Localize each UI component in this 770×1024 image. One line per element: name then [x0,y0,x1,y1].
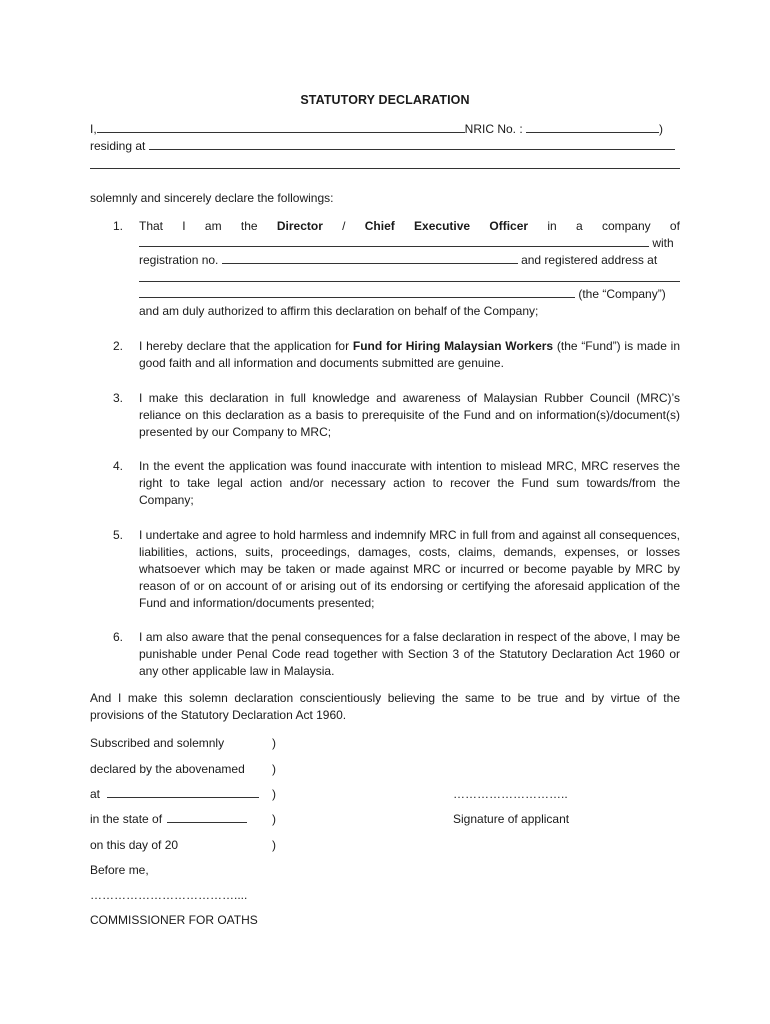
residing-label: residing at [90,139,146,153]
company-address-field-2[interactable] [139,286,575,298]
paren: ) [272,787,276,801]
item-4: In the event the application was found inaccurate with intention to mislead MRC, MRC reserves the right to take legal action and/or necessary action to recover the Fund sum towards/from the Company; [139,459,680,507]
item-1-line-4 [139,269,680,286]
word-director: Director [276,219,323,233]
place-field[interactable] [107,786,259,798]
item-6: I am also aware that the penal consequences for a false declaration in respect of the above, I may be punishable under Penal Code read together with Section 3 of the Statutory Declaration Act 1960 or any other applicable law in Malaysia. [139,630,680,678]
item-1-line-3 [139,252,680,269]
word: I [182,219,186,233]
item-1-line-5 [139,286,680,303]
state-field[interactable] [167,811,247,823]
item-1 [139,218,680,320]
word: the [240,219,258,233]
document-title: STATUTORY DECLARATION [300,93,470,107]
item-5-number: 5. [113,528,124,542]
word: company [601,219,651,233]
paren: ) [272,838,276,852]
registered-address-label: and registered address at [521,253,658,267]
state-line [90,811,247,828]
item-3-number: 3. [113,391,124,405]
item-1-number: 1. [113,219,124,233]
item-5: I undertake and agree to hold harmless and indemnify MRC in full from and against all consequences, liabilities, actions, suits, proceedings, damages, costs, claims, demands, expenses, or losses whatsoever which may be taken or made against MRC or incurred or become payable by MRC by reason of or on account of or arising out of its endorsing or certifying the aforesaid application of the Fund and information/documents presented; [139,528,680,610]
company-address-field-1[interactable] [139,270,680,282]
day-text: on this day of 20 [90,838,179,852]
declared-text: declared by the abovenamed [90,762,245,776]
word-chief: Chief [364,219,395,233]
name-field[interactable] [97,121,465,133]
paren: ) [272,762,276,776]
nric-label: NRIC No. : [464,122,523,136]
item-3: I make this declaration in full knowledge and awareness of Malaysian Rubber Council (MRC)’s reliance on this declaration as a basis to prerequisite of the Fund and on information(s)/document(s) presented by our Company to MRC; [139,391,680,439]
signature-label: Signature of applicant [453,812,570,826]
company-name-field[interactable] [139,235,649,247]
item-1-line-2 [139,235,680,252]
item-6-number: 6. [113,630,124,644]
word-officer: Officer [489,219,529,233]
residing-line [90,138,680,155]
at-label: at [90,787,101,801]
paren: ) [272,812,276,826]
word: in [547,219,557,233]
with-text: with [652,236,674,250]
word: a [575,219,583,233]
item-1-line-1 [139,218,680,235]
registration-label: registration no. [139,253,219,267]
nric-close: ) [659,122,664,136]
item-2-number: 2. [113,339,124,353]
closing-statement: And I make this solemn declaration conscientiously believing the same to be true and by virtue of the provisions of the Statutory Declaration Act 1960. [90,691,680,722]
item-2-pre: I hereby declare that the application for [139,339,353,353]
address-field-1[interactable] [149,138,675,150]
i-prefix: I, [90,122,97,136]
fund-name: Fund for Hiring Malaysian Workers [352,339,554,353]
company-defined-term: (the “Company”) [578,287,666,301]
nric-field[interactable] [526,121,659,133]
intro-text: solemnly and sincerely declare the followings: [90,191,334,205]
at-line [90,786,259,803]
before-me-text: Before me, [90,863,149,877]
word: of [669,219,680,233]
registration-field[interactable] [222,252,518,264]
item-1-last-line: and am duly authorized to affirm this declaration on behalf of the Company; [139,304,539,318]
commissioner-signature-field[interactable]: ……………………………….... [90,888,248,902]
state-label: in the state of [90,812,163,826]
item-2-post: (the “Fund”) is made in good faith and all information and documents submitted are genuine. [139,339,680,370]
word-executive: Executive [414,219,471,233]
commissioner-label: COMMISSIONER FOR OATHS [90,913,258,927]
address-field-2[interactable] [90,168,680,169]
word: / [342,219,346,233]
declarant-line [90,121,680,138]
item-4-number: 4. [113,459,124,473]
signature-field[interactable]: ……………………….. [453,787,568,801]
paren: ) [272,736,276,750]
item-2 [139,338,680,372]
word: am [204,219,222,233]
word: That [139,219,164,233]
subscribed-text: Subscribed and solemnly [90,736,225,750]
